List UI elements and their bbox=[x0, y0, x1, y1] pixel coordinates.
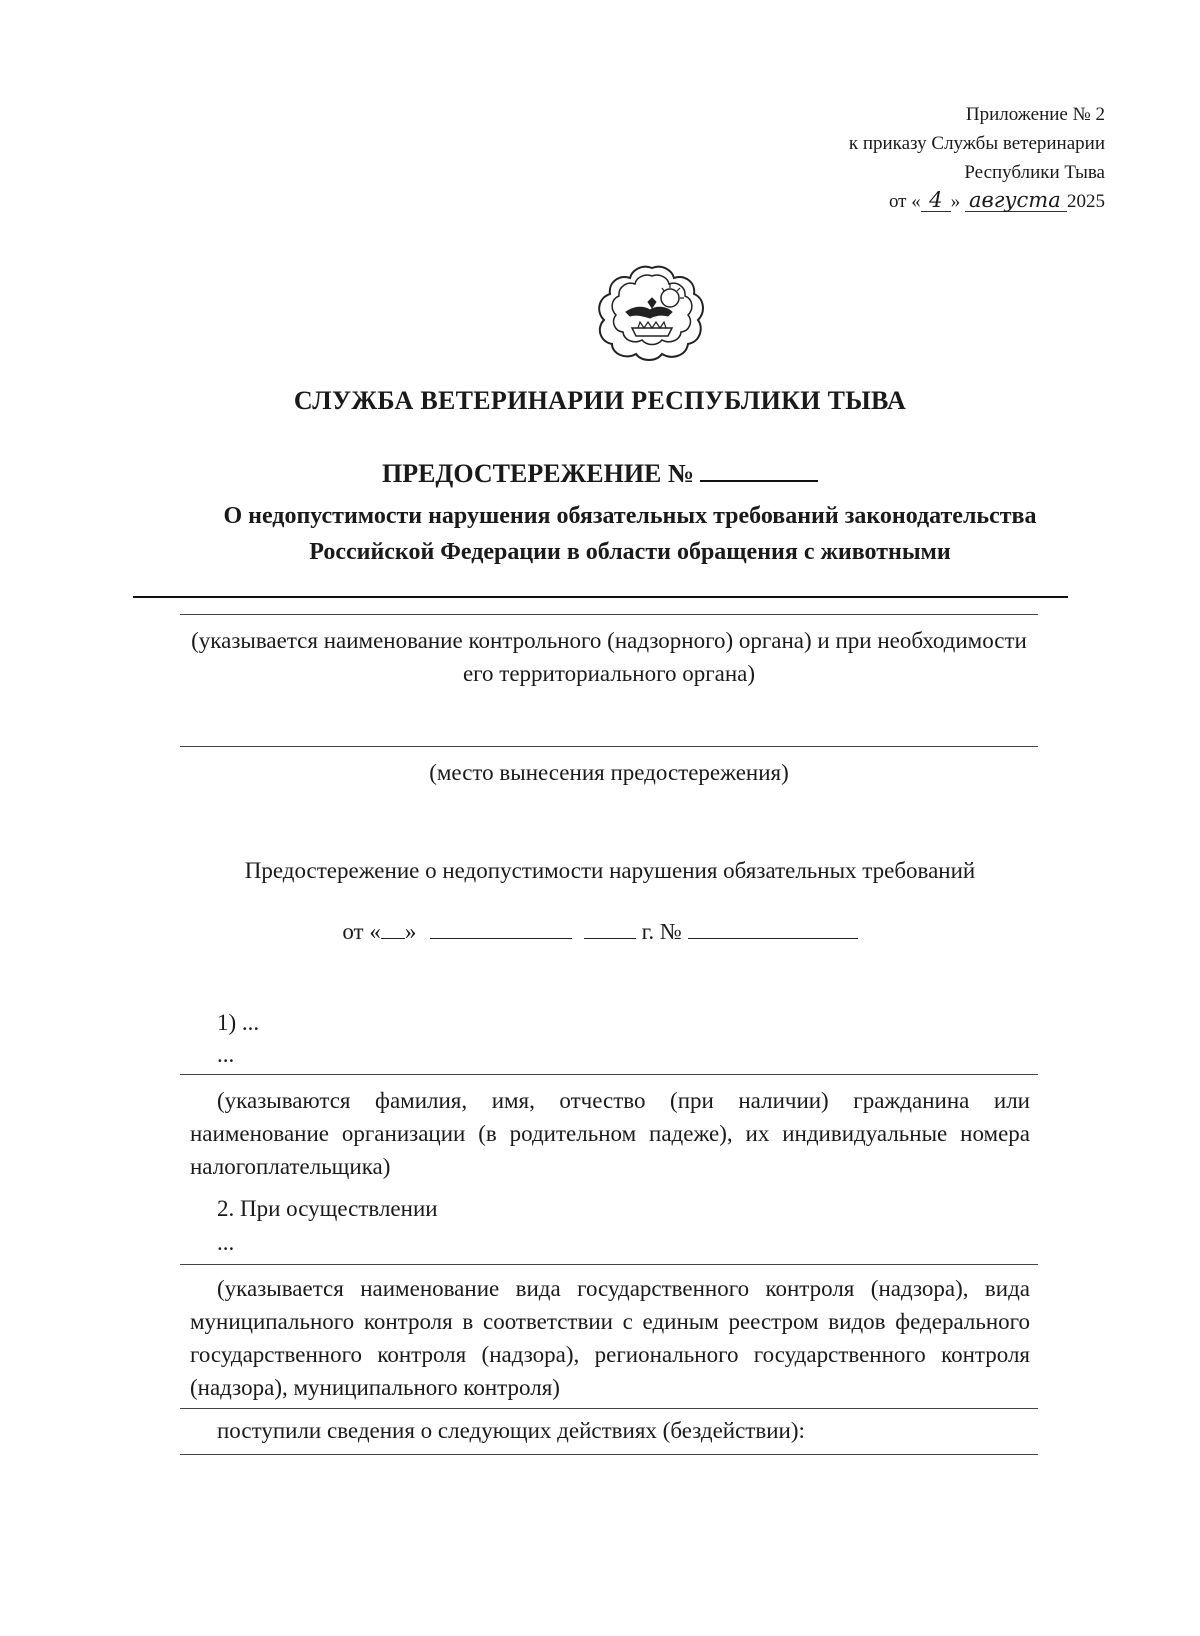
day-blank bbox=[381, 918, 405, 939]
fill-line bbox=[180, 1074, 1038, 1075]
month-blank bbox=[430, 918, 572, 939]
handwritten-day: 4 bbox=[921, 189, 951, 212]
fill-line bbox=[180, 614, 1038, 615]
appendix-order-ref: к приказу Службы ветеринарии bbox=[848, 133, 1105, 154]
date-prefix: от « bbox=[888, 191, 921, 212]
from-prefix: от « bbox=[342, 919, 381, 944]
warning-subject: О недопустимости нарушения обязательных требований законодательства Российской Федерации в области обращения с животными bbox=[223, 503, 1037, 565]
appendix-number: Приложение № 2 bbox=[965, 104, 1105, 125]
section1-caption: (указываются фамилия, имя, отчество (при наличии) гражданина или наименование организации (в родительном падеже), их индивидуальные номера налогоплательщика) bbox=[190, 1088, 1030, 1179]
fill-line bbox=[180, 1454, 1038, 1455]
handwritten-month: августа bbox=[965, 189, 1067, 212]
section2-item: 2. При осуществлении bbox=[217, 1196, 438, 1221]
organization-name: СЛУЖБА ВЕТЕРИНАРИИ РЕСПУБЛИКИ ТЫВА bbox=[293, 386, 907, 415]
warning-date-line bbox=[0, 918, 1200, 945]
separator-line bbox=[133, 596, 1068, 598]
section2-actions: поступили сведения о следующих действиях (бездействии): bbox=[217, 1418, 805, 1443]
from-close: » bbox=[404, 919, 417, 944]
section1-ellipsis: ... bbox=[217, 1042, 235, 1067]
authority-caption: (указывается наименование контрольного (надзорного) органа) и при необходимости его территориального органа) bbox=[191, 628, 1027, 686]
tuva-emblem-icon bbox=[596, 262, 708, 364]
warning-number-blank bbox=[700, 454, 818, 482]
appendix-republic: Республики Тыва bbox=[964, 162, 1105, 183]
date-close: » bbox=[950, 191, 961, 212]
warning-statement: Предостережение о недопустимости нарушения обязательных требований bbox=[244, 858, 976, 883]
year-blank bbox=[584, 918, 636, 939]
fill-line bbox=[180, 1264, 1038, 1265]
number-blank bbox=[688, 918, 858, 939]
fill-line bbox=[180, 746, 1038, 747]
date-year: 2025 bbox=[1067, 191, 1105, 212]
section2-ellipsis: ... bbox=[217, 1230, 235, 1255]
fill-line bbox=[180, 1408, 1038, 1409]
section2-caption: (указывается наименование вида государственного контроля (надзора), вида муниципального контроля в соответствии с единым реестром видов федерального государственного контроля (надзора), регионального государственного контроля (надзора), муниципального контроля) bbox=[190, 1276, 1030, 1400]
place-caption: (место вынесения предостережения) bbox=[429, 760, 789, 785]
appendix-block bbox=[849, 100, 1105, 216]
appendix-date bbox=[849, 187, 1105, 216]
section1-item: 1) ... bbox=[217, 1010, 260, 1035]
warning-title bbox=[0, 454, 1200, 489]
year-number-label: г. № bbox=[641, 919, 682, 944]
warning-title-text: ПРЕДОСТЕРЕЖЕНИЕ № bbox=[381, 459, 695, 488]
